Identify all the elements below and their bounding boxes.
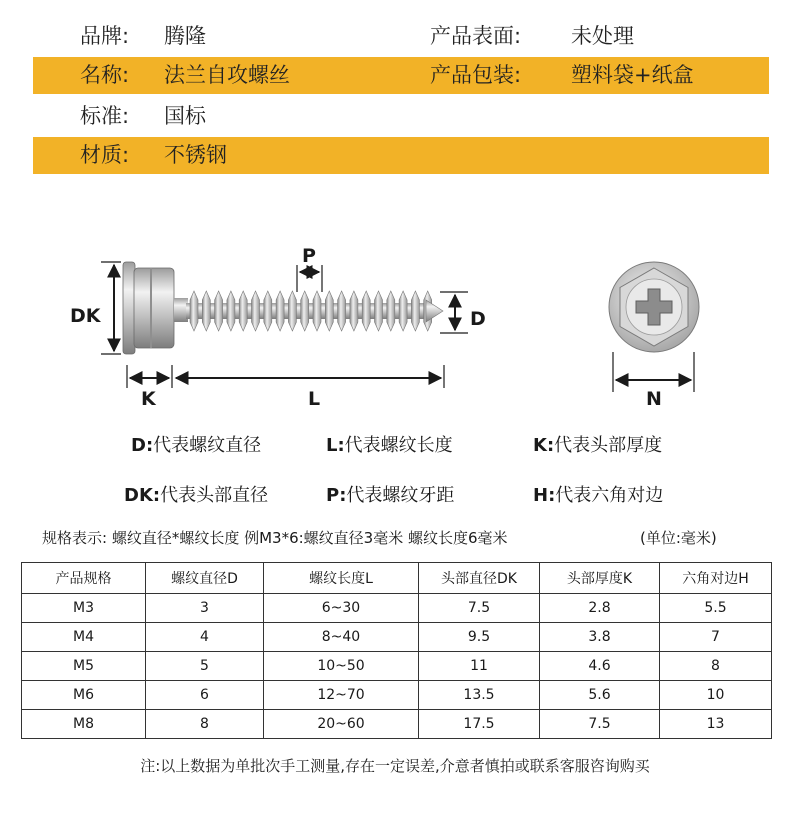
table-cell: 10 bbox=[660, 681, 772, 710]
spec-label: 产品表面: bbox=[430, 24, 522, 48]
spec-label: 产品包装: bbox=[430, 63, 522, 87]
spec-row-name bbox=[33, 57, 769, 94]
size-table bbox=[21, 562, 772, 739]
table-header-row bbox=[22, 563, 772, 594]
screw-side-view bbox=[123, 262, 443, 354]
legend-h: H:代表六角对边 bbox=[533, 485, 664, 506]
spec-row-material bbox=[33, 137, 769, 174]
table-cell: 7 bbox=[660, 623, 772, 652]
table-cell: M6 bbox=[22, 681, 146, 710]
disclaimer-note: 注:以上数据为单批次手工测量,存在一定误差,介意者慎拍或联系客服咨询购买 bbox=[140, 757, 650, 775]
table-cell: 8~40 bbox=[264, 623, 419, 652]
spec-value: 不锈钢 bbox=[164, 143, 227, 167]
table-cell: 3 bbox=[146, 594, 264, 623]
spec-row-standard bbox=[33, 98, 769, 135]
table-header: 头部直径DK bbox=[419, 563, 540, 594]
table-cell: 4 bbox=[146, 623, 264, 652]
table-cell: 5.6 bbox=[540, 681, 660, 710]
spec-notation bbox=[0, 527, 790, 549]
n-label: N bbox=[646, 388, 662, 410]
table-cell: 10~50 bbox=[264, 652, 419, 681]
table-row bbox=[22, 681, 772, 710]
table-cell: 2.8 bbox=[540, 594, 660, 623]
table-cell: M4 bbox=[22, 623, 146, 652]
table-cell: 8 bbox=[146, 710, 264, 739]
table-header: 六角对边H bbox=[660, 563, 772, 594]
k-label: K bbox=[141, 388, 156, 410]
table-cell: 5 bbox=[146, 652, 264, 681]
table-row bbox=[22, 652, 772, 681]
spec-value: 腾隆 bbox=[164, 24, 206, 48]
dk-label: DK bbox=[70, 305, 101, 327]
table-cell: 11 bbox=[419, 652, 540, 681]
table-cell: 7.5 bbox=[419, 594, 540, 623]
table-row bbox=[22, 623, 772, 652]
table-header: 螺纹长度L bbox=[264, 563, 419, 594]
table-row bbox=[22, 594, 772, 623]
table-cell: 13 bbox=[660, 710, 772, 739]
table-cell: 4.6 bbox=[540, 652, 660, 681]
spec-value: 法兰自攻螺丝 bbox=[164, 63, 290, 87]
table-cell: 8 bbox=[660, 652, 772, 681]
legend-k: K:代表头部厚度 bbox=[533, 435, 663, 456]
table-cell: 20~60 bbox=[264, 710, 419, 739]
table-cell: 12~70 bbox=[264, 681, 419, 710]
screw-dimension-diagram bbox=[0, 235, 790, 415]
l-label: L bbox=[308, 388, 321, 410]
spec-value: 塑料袋+纸盒 bbox=[571, 63, 694, 87]
spec-row-brand bbox=[33, 18, 769, 55]
spec-label: 名称: bbox=[80, 63, 130, 87]
table-cell: 5.5 bbox=[660, 594, 772, 623]
legend-dk: DK:代表头部直径 bbox=[124, 485, 269, 506]
spec-value: 未处理 bbox=[571, 24, 634, 48]
table-header: 产品规格 bbox=[22, 563, 146, 594]
d-label: D bbox=[470, 308, 486, 330]
spec-notation-text: 规格表示: 螺纹直径*螺纹长度 例M3*6:螺纹直径3毫米 螺纹长度6毫米 bbox=[42, 529, 508, 547]
spec-value: 国标 bbox=[164, 104, 206, 128]
table-cell: 6~30 bbox=[264, 594, 419, 623]
table-cell: 7.5 bbox=[540, 710, 660, 739]
legend-l: L:代表螺纹长度 bbox=[326, 435, 453, 456]
table-header: 螺纹直径D bbox=[146, 563, 264, 594]
table-header: 头部厚度K bbox=[540, 563, 660, 594]
spec-label: 材质: bbox=[80, 143, 130, 167]
legend-d: D:代表螺纹直径 bbox=[131, 435, 262, 456]
screw-head-top-view bbox=[609, 262, 699, 352]
table-cell: M5 bbox=[22, 652, 146, 681]
table-cell: M3 bbox=[22, 594, 146, 623]
table-cell: 9.5 bbox=[419, 623, 540, 652]
table-cell: 17.5 bbox=[419, 710, 540, 739]
p-label: P bbox=[302, 245, 316, 267]
table-cell: 3.8 bbox=[540, 623, 660, 652]
table-cell: M8 bbox=[22, 710, 146, 739]
table-row bbox=[22, 710, 772, 739]
table-cell: 13.5 bbox=[419, 681, 540, 710]
spec-label: 品牌: bbox=[80, 24, 130, 48]
table-cell: 6 bbox=[146, 681, 264, 710]
unit-note: (单位:毫米) bbox=[640, 529, 717, 547]
legend-p: P:代表螺纹牙距 bbox=[326, 485, 455, 506]
spec-label: 标准: bbox=[80, 104, 130, 128]
